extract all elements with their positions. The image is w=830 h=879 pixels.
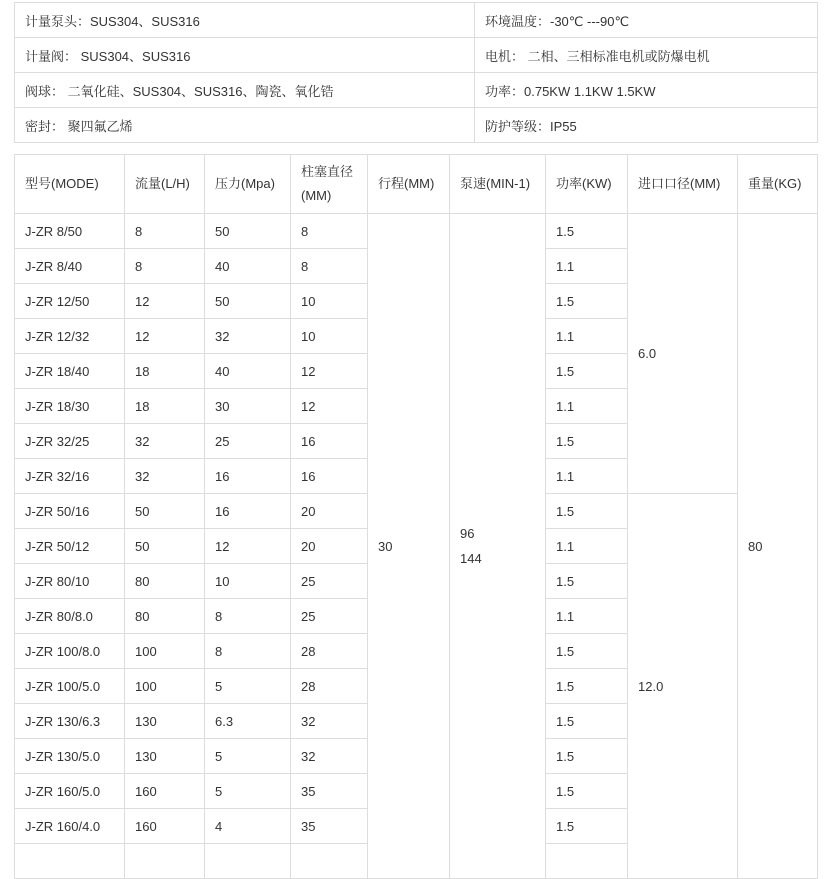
spec-cell: 阀球： 二氧化硅、SUS304、SUS316、陶瓷、氧化锆: [15, 73, 475, 108]
cell-plunger-diameter: 10: [291, 319, 368, 354]
cell-model: J-ZR 160/4.0: [15, 809, 125, 844]
cell-flow: 12: [125, 284, 205, 319]
cell-plunger-diameter: [291, 844, 368, 879]
cell-model: J-ZR 50/12: [15, 529, 125, 564]
cell-flow: 130: [125, 704, 205, 739]
cell-pressure: [205, 844, 291, 879]
spec-row: [15, 3, 818, 38]
cell-inlet: 6.0: [628, 214, 738, 494]
spec-cell: 防护等级：IP55: [475, 108, 818, 143]
cell-pressure: 5: [205, 739, 291, 774]
cell-power: 1.5: [546, 774, 628, 809]
cell-plunger-diameter: 16: [291, 424, 368, 459]
cell-flow: 160: [125, 774, 205, 809]
cell-plunger-diameter: 28: [291, 634, 368, 669]
cell-plunger-diameter: 16: [291, 459, 368, 494]
cell-model: J-ZR 100/8.0: [15, 634, 125, 669]
header-flow: 流量(L/H): [125, 155, 205, 214]
cell-plunger-diameter: 8: [291, 249, 368, 284]
spec-row: [15, 73, 818, 108]
cell-flow: 160: [125, 809, 205, 844]
cell-power: 1.1: [546, 319, 628, 354]
cell-pressure: 32: [205, 319, 291, 354]
cell-flow: 8: [125, 249, 205, 284]
cell-model: [15, 844, 125, 879]
cell-model: J-ZR 8/40: [15, 249, 125, 284]
cell-model: J-ZR 12/50: [15, 284, 125, 319]
spec-cell: 电机： 二相、三相标准电机或防爆电机: [475, 38, 818, 73]
header-pump-speed: 泵速(MIN-1): [450, 155, 546, 214]
cell-pressure: 10: [205, 564, 291, 599]
cell-flow: 100: [125, 634, 205, 669]
header-weight: 重量(KG): [738, 155, 818, 214]
cell-pressure: 8: [205, 599, 291, 634]
cell-power: 1.1: [546, 389, 628, 424]
cell-flow: 32: [125, 459, 205, 494]
cell-plunger-diameter: 12: [291, 354, 368, 389]
cell-power: 1.1: [546, 249, 628, 284]
cell-power: 1.5: [546, 669, 628, 704]
cell-plunger-diameter: 35: [291, 809, 368, 844]
cell-pressure: 30: [205, 389, 291, 424]
cell-model: J-ZR 100/5.0: [15, 669, 125, 704]
header-inlet: 进口口径(MM): [628, 155, 738, 214]
spec-cell: 环境温度：-30℃ ---90℃: [475, 3, 818, 38]
pump-speed-value: 96: [460, 526, 475, 541]
cell-power: 1.5: [546, 284, 628, 319]
cell-flow: 18: [125, 389, 205, 424]
cell-model: J-ZR 160/5.0: [15, 774, 125, 809]
cell-pressure: 25: [205, 424, 291, 459]
model-table: [14, 154, 818, 879]
cell-plunger-diameter: 10: [291, 284, 368, 319]
cell-flow: 50: [125, 494, 205, 529]
cell-pressure: 16: [205, 459, 291, 494]
cell-model: J-ZR 32/16: [15, 459, 125, 494]
header-model: 型号(MODE): [15, 155, 125, 214]
cell-pump-speed: [450, 214, 546, 879]
cell-model: J-ZR 80/10: [15, 564, 125, 599]
cell-power: 1.5: [546, 494, 628, 529]
spec-cell: 密封： 聚四氟乙烯: [15, 108, 475, 143]
cell-power: 1.1: [546, 459, 628, 494]
cell-model: J-ZR 50/16: [15, 494, 125, 529]
cell-power: 1.5: [546, 704, 628, 739]
cell-power: [546, 844, 628, 879]
cell-plunger-diameter: 20: [291, 529, 368, 564]
cell-stroke: 30: [368, 214, 450, 879]
cell-pressure: 5: [205, 774, 291, 809]
cell-power: 1.5: [546, 354, 628, 389]
cell-flow: 32: [125, 424, 205, 459]
cell-inlet: 12.0: [628, 494, 738, 879]
cell-power: 1.1: [546, 599, 628, 634]
cell-power: 1.5: [546, 739, 628, 774]
header-plunger-diameter: 柱塞直径(MM): [291, 155, 368, 214]
cell-pressure: 5: [205, 669, 291, 704]
cell-model: J-ZR 18/30: [15, 389, 125, 424]
cell-flow: 80: [125, 564, 205, 599]
cell-power: 1.5: [546, 424, 628, 459]
cell-plunger-diameter: 8: [291, 214, 368, 249]
cell-pressure: 50: [205, 214, 291, 249]
cell-power: 1.1: [546, 529, 628, 564]
cell-pressure: 16: [205, 494, 291, 529]
spec-cell: 计量泵头：SUS304、SUS316: [15, 3, 475, 38]
cell-plunger-diameter: 32: [291, 704, 368, 739]
cell-power: 1.5: [546, 634, 628, 669]
cell-pressure: 8: [205, 634, 291, 669]
cell-pressure: 4: [205, 809, 291, 844]
header-stroke: 行程(MM): [368, 155, 450, 214]
header-power: 功率(KW): [546, 155, 628, 214]
spec-cell: 功率：0.75KW 1.1KW 1.5KW: [475, 73, 818, 108]
cell-pressure: 6.3: [205, 704, 291, 739]
cell-model: J-ZR 80/8.0: [15, 599, 125, 634]
cell-plunger-diameter: 32: [291, 739, 368, 774]
header-pressure: 压力(Mpa): [205, 155, 291, 214]
spec-cell: 计量阀： SUS304、SUS316: [15, 38, 475, 73]
cell-pressure: 50: [205, 284, 291, 319]
cell-flow: [125, 844, 205, 879]
cell-model: J-ZR 32/25: [15, 424, 125, 459]
cell-flow: 12: [125, 319, 205, 354]
cell-power: 1.5: [546, 809, 628, 844]
cell-pressure: 12: [205, 529, 291, 564]
cell-model: J-ZR 8/50: [15, 214, 125, 249]
cell-model: J-ZR 12/32: [15, 319, 125, 354]
cell-power: 1.5: [546, 564, 628, 599]
spec-row: [15, 108, 818, 143]
cell-model: J-ZR 18/40: [15, 354, 125, 389]
cell-plunger-diameter: 28: [291, 669, 368, 704]
cell-flow: 8: [125, 214, 205, 249]
cell-model: J-ZR 130/6.3: [15, 704, 125, 739]
cell-plunger-diameter: 25: [291, 564, 368, 599]
cell-model: J-ZR 130/5.0: [15, 739, 125, 774]
cell-flow: 18: [125, 354, 205, 389]
spec-table: [14, 2, 818, 143]
cell-flow: 100: [125, 669, 205, 704]
pump-speed-value: 144: [460, 551, 482, 566]
cell-flow: 50: [125, 529, 205, 564]
cell-weight: 80: [738, 214, 818, 879]
cell-pressure: 40: [205, 354, 291, 389]
cell-plunger-diameter: 12: [291, 389, 368, 424]
header-row: [15, 155, 818, 214]
cell-plunger-diameter: 20: [291, 494, 368, 529]
cell-power: 1.5: [546, 214, 628, 249]
spec-row: [15, 38, 818, 73]
cell-flow: 80: [125, 599, 205, 634]
table-row: [15, 214, 818, 249]
cell-plunger-diameter: 25: [291, 599, 368, 634]
cell-flow: 130: [125, 739, 205, 774]
cell-pressure: 40: [205, 249, 291, 284]
cell-plunger-diameter: 35: [291, 774, 368, 809]
